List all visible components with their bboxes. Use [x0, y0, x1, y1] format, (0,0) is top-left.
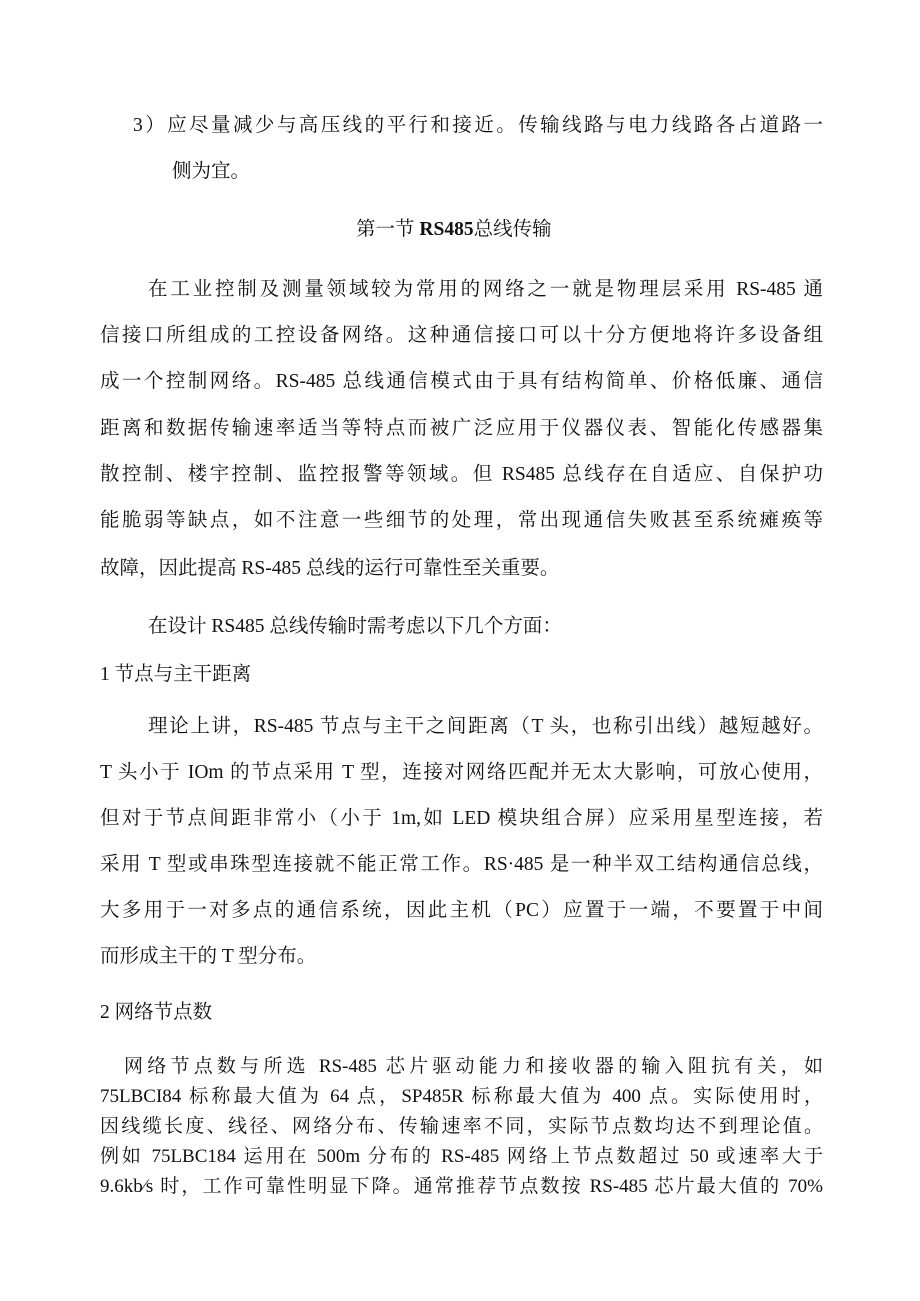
section-title-suffix: 总线传输 — [473, 219, 552, 240]
para2-line: 网络节点数与所选 RS-485 芯片驱动能力和接收器的输入阻抗有关，如 — [124, 1056, 823, 1077]
para1-line: 而形成主干的 T 型分布。 — [100, 946, 317, 967]
section-title — [356, 218, 552, 242]
heading-node-count: 2 网络节点数 — [100, 1002, 213, 1023]
para1-line: T 头小于 IOm 的节点采用 T 型，连接对网络匹配并无太大影响，可放心使用， — [100, 762, 823, 783]
para2-line: 9.6kb⁄s 时，工作可靠性明显下降。通常推荐节点数按 RS-485 芯片最大值的 70% — [100, 1176, 823, 1197]
intro-line: 信接口所组成的工控设备网络。这种通信接口可以十分方便地将许多设备组 — [100, 325, 823, 346]
design-intro: 在设计 RS485 总线传输时需考虑以下几个方面： — [148, 616, 562, 637]
para2-line: 75LBCI84 标称最大值为 64 点，SP485R 标称最大值为 400 点。实际使用时， — [100, 1086, 823, 1107]
para1-line: 采用 T 型或串珠型连接就不能正常工作。RS·485 是一种半双工结构通信总线， — [100, 854, 823, 875]
para1-line: 但对于节点间距非常小（小于 1m,如 LED 模块组合屏）应采用星型连接，若 — [100, 808, 823, 829]
intro-line: 散控制、楼宇控制、监控报警等领域。但 RS485 总线存在自适应、自保护功 — [100, 464, 823, 485]
intro-line: 距离和数据传输速率适当等特点而被广泛应用于仪器仪表、智能化传感器集 — [100, 418, 823, 439]
para1-line: 理论上讲，RS-485 节点与主干之间距离（T 头，也称引出线）越短越好。 — [148, 716, 823, 737]
intro-line: 能脆弱等缺点，如不注意一些细节的处理，常出现通信失败甚至系统瘫痪等 — [100, 510, 823, 531]
para1-line: 大多用于一对多点的通信系统，因此主机（PC）应置于一端，不要置于中间 — [100, 900, 823, 921]
intro-line: 在工业控制及测量领域较为常用的网络之一就是物理层采用 RS-485 通 — [148, 279, 823, 300]
section-title-prefix: 第一节 — [356, 219, 415, 240]
heading-node-distance: 1 节点与主干距离 — [100, 664, 252, 685]
para2-line: 因线缆长度、线径、网络分布、传输速率不同，实际节点数均达不到理论值。 — [100, 1116, 823, 1137]
intro-line: 故障，因此提高 RS-485 总线的运行可靠性至关重要。 — [100, 558, 560, 579]
para2-line: 例如 75LBC184 运用在 500m 分布的 RS-485 网络上节点数超过 50 或速率大于 — [100, 1146, 823, 1167]
intro-line: 成一个控制网络。RS-485 总线通信模式由于具有结构简单、价格低廉、通信 — [100, 371, 823, 392]
item3-line1: 3）应尽量减少与高压线的平行和接近。传输线路与电力线路各占道路一 — [133, 115, 823, 136]
item3-line2: 侧为宜。 — [172, 161, 251, 182]
section-title-bold: RS485 — [419, 219, 474, 240]
